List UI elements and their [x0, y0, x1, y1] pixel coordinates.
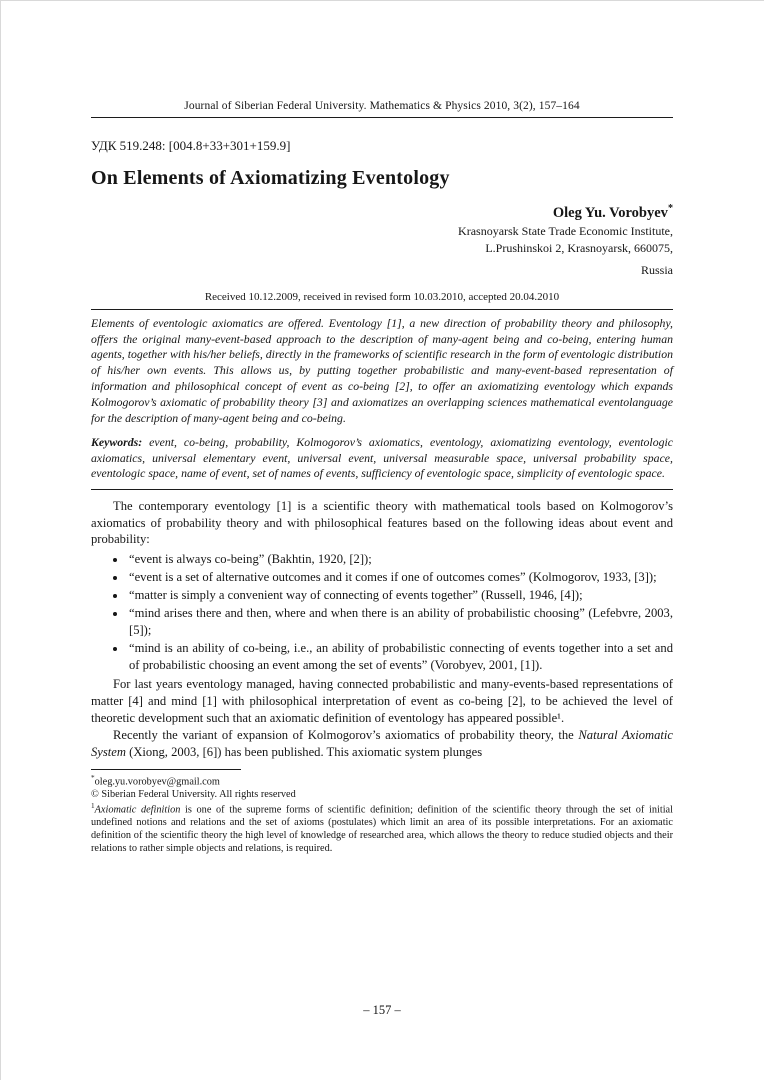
footnote-copyright: © Siberian Federal University. All rights reserved [91, 789, 296, 801]
author-name-text: Oleg Yu. Vorobyev [552, 204, 668, 221]
email-footnote-marker: * [91, 773, 95, 782]
paper-body [91, 498, 673, 761]
email-text: oleg.yu.vorobyev@gmail.com [94, 776, 220, 788]
journal-citation: Journal of Siberian Federal University. Mathematics & Physics 2010, 3(2), 157–164 [184, 100, 580, 112]
keywords-block [91, 435, 673, 480]
author-footnote-marker: * [667, 203, 673, 214]
keywords-bottom-rule [91, 489, 673, 490]
body-paragraph-2: For last years eventology managed, having connected probabilistic and many-events-based representations of matter [4] and mind [1] with philosophical interpretation of event as co-being [2], to be achieved the level of theoretic development such that an axiomatic definition of eventology has appeared possible¹. [91, 677, 673, 726]
header-rule [91, 117, 673, 118]
paragraph-3-post: (Xiong, 2003, [6]) has been published. This axiomatic system plunges [125, 744, 483, 759]
keywords-text: event, co-being, probability, Kolmogorov’s axiomatics, eventology, axiomatizing eventology, eventologic axiomatics, universal elementary event, universal event, universal measurable space, universal probability space, eventologic space, name of event, set of names of events, sufficiency of eventologic space, simplicity of eventologic space. [91, 435, 673, 480]
journal-header [91, 100, 673, 118]
paragraph-3-term: Natural Axiomatic System [91, 728, 673, 759]
author-name [91, 203, 673, 222]
page-number: – 157 – [363, 1003, 401, 1017]
list-item: • “mind arises there and then, where and when there is an ability of probabilistic choosing” (Lefebvre, 2003, [5]); [127, 605, 673, 639]
body-paragraph-1: The contemporary eventology [1] is a scientific theory with mathematical tools based on Kolmogorov’s axiomatics of probability theory and with philosophical features based on the following ideas about event and probability: [91, 498, 673, 547]
definition-term: Axiomatic definition [94, 804, 181, 816]
definition-footnote-marker: 1 [91, 801, 95, 810]
footnote-email [91, 774, 673, 789]
footnote-rule [91, 769, 241, 770]
list-item: • “event is a set of alternative outcomes and it comes if one of outcomes comes” (Kolmogorov, 1933, [3]); [127, 569, 673, 586]
affiliation-country: Russia [640, 262, 673, 277]
body-paragraph-3 [91, 727, 673, 761]
udc-code: УДК 519.248: [004.8+33+301+159.9] [91, 138, 291, 153]
idea-list [91, 551, 673, 673]
footnotes-block [91, 769, 673, 856]
received-dates: Received 10.12.2009, received in revised form 10.03.2010, accepted 20.04.2010 [204, 290, 560, 303]
abstract-top-rule [91, 309, 673, 310]
author-block [91, 203, 673, 278]
footnote-definition [91, 802, 673, 856]
list-item: • “event is always co-being” (Bakhtin, 1920, [2]); [127, 551, 673, 568]
list-item: • “matter is simply a convenient way of connecting of events together” (Russell, 1946, [4]); [127, 587, 673, 604]
affiliation-line: L.Prushinskoi 2, Krasnoyarsk, 660075, [485, 240, 673, 255]
definition-text: is one of the supreme forms of scientific definition; definition of the scientific theory through the set of initial undefined notions and relations and the set of axioms (postulates) which limit an area of its possible interpretations. For an axiomatic definition of the scientific theory the high level of knowledge of researched area, which allows the theory to reduce studied objects and their relations to rather simple objects and relations, is required. [91, 804, 673, 854]
paper-title: On Elements of Axiomatizing Eventology [91, 167, 450, 189]
affiliation-line: Krasnoyarsk State Trade Economic Institute, [458, 223, 673, 238]
paragraph-3-pre: Recently the variant of expansion of Kolmogorov’s axiomatics of probability theory, the [113, 728, 579, 743]
list-item: • “mind is an ability of co-being, i.e., an ability of probabilistic connecting of events together into a set and of probabilistic choosing an event among the set of events” (Vorobyev, 2001, [1]). [127, 640, 673, 674]
keywords-label: Keywords: [91, 435, 143, 450]
abstract-text: Elements of eventologic axiomatics are offered. Eventology [1], a new direction of probability theory and philosophy, offers the original many-event-based approach to the description of many-agent being and co-being, entering human agents, together with his/her beliefs, directly in the frameworks of scientific research in the form of eventologic distribution of his/her own events. This allows us, by putting together probabilistic and many-event-based representation of information and philosophical concept of event as co-being [2], to offer an axiomatizing eventology which expands Kolmogorov’s axiomatic of probability theory [3] and axiomatizes an overlapping sciences mathematical eventolanguage for the description of many-agent being and co-being. [91, 315, 673, 425]
